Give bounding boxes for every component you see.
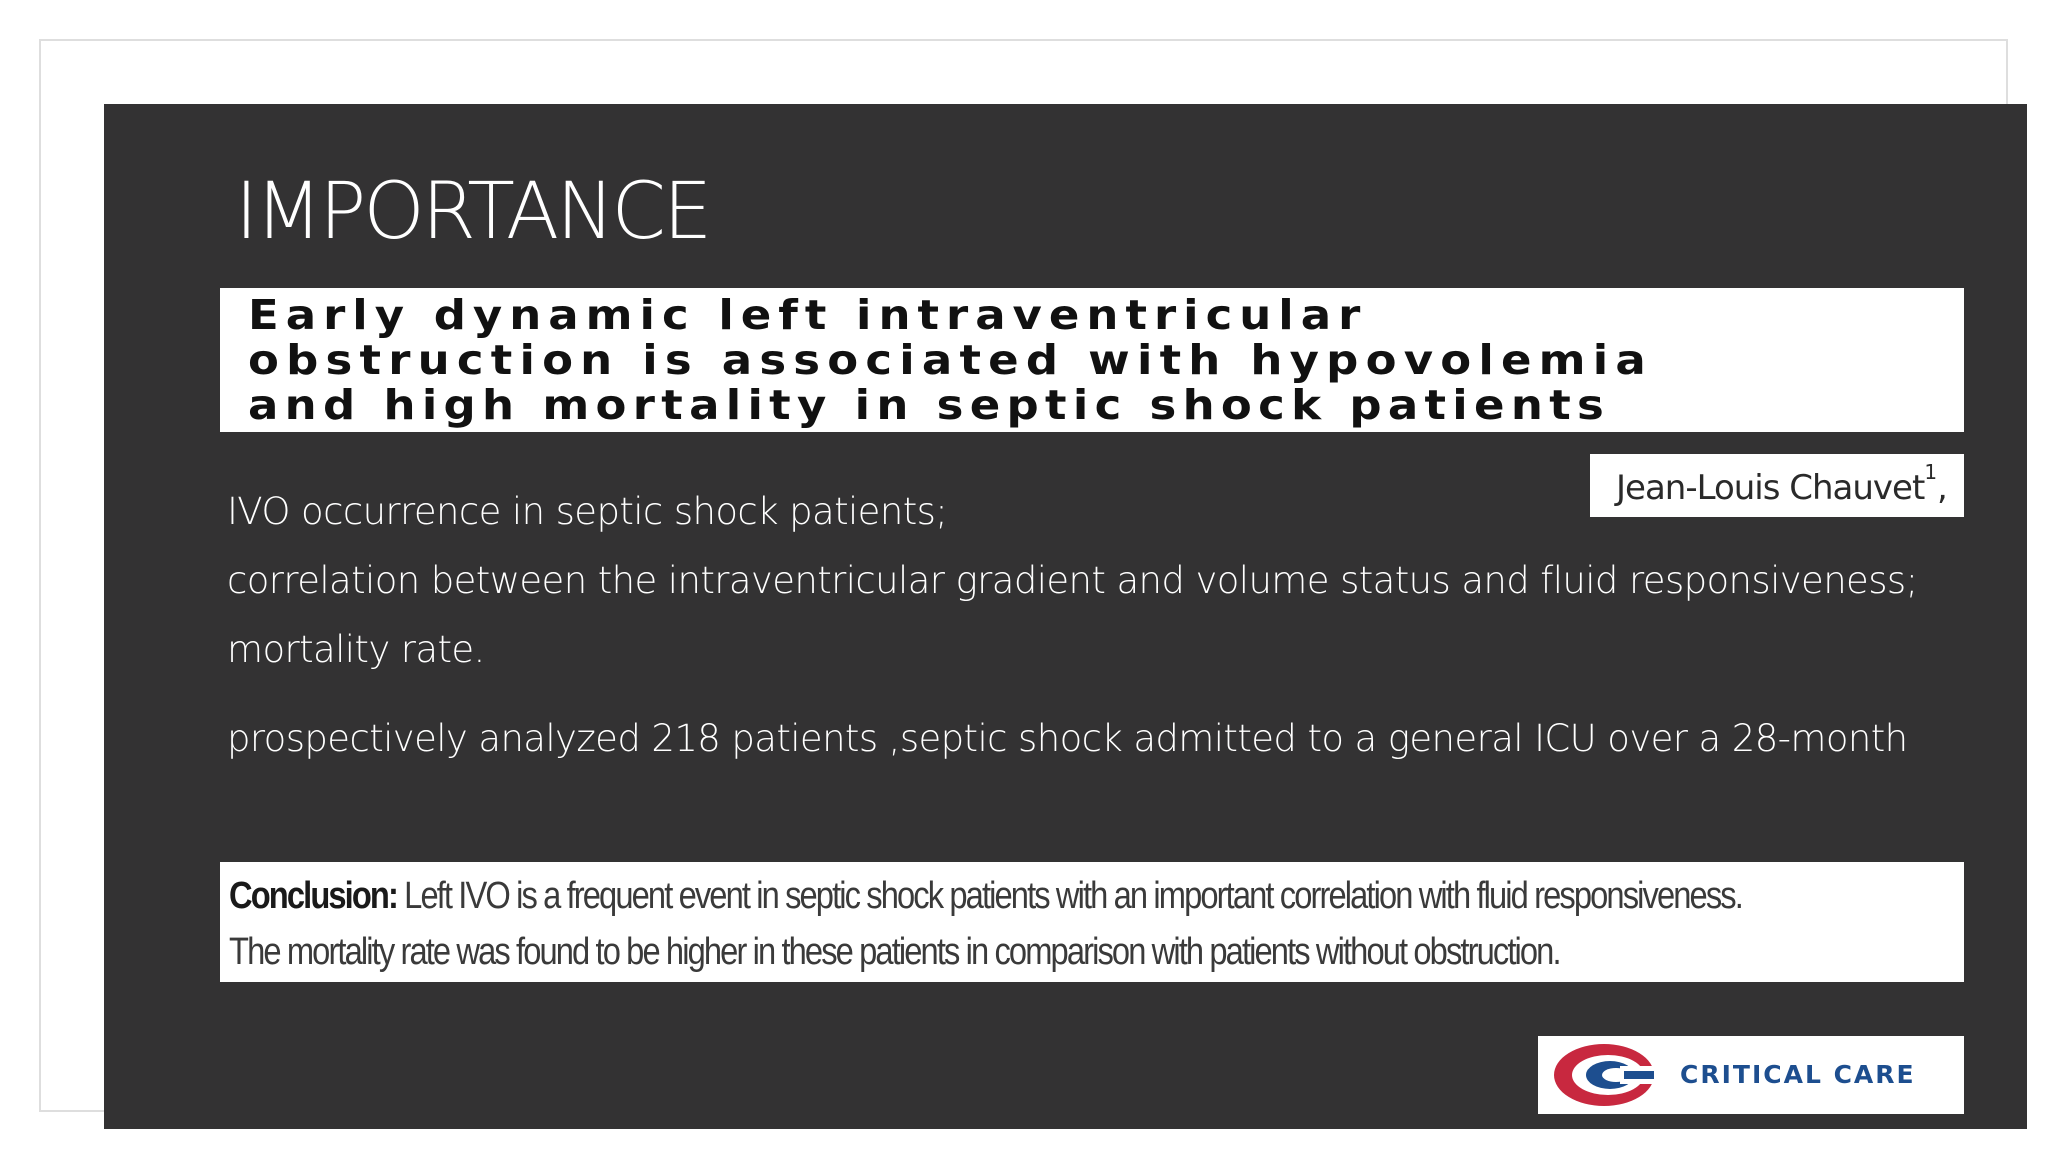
conclusion-line — [229, 868, 1742, 924]
critical-care-logo-icon — [1548, 1040, 1660, 1110]
paper-title-line: Early dynamic left intraventricular — [248, 290, 1368, 340]
slide-title: IMPORTANCE — [235, 167, 710, 257]
body-bullet: mortality rate. — [227, 628, 485, 671]
conclusion-line: The mortality rate was found to be higher in these patients in comparison with patients without obstruction. — [229, 931, 1560, 973]
body-bullet: correlation between the intraventricular gradient and volume status and fluid responsiveness; — [227, 559, 1918, 602]
author-comma: , — [1937, 468, 1948, 508]
paper-title-line: obstruction is associated with hypovolemia — [248, 335, 1653, 385]
conclusion-text: Left IVO is a frequent event in septic shock patients with an important correlation with fluid responsiveness. — [396, 875, 1742, 917]
author-superscript: 1 — [1924, 460, 1938, 484]
body-bullet: prospectively analyzed 218 patients ,septic shock admitted to a general ICU over a 28-month — [227, 717, 1908, 760]
critical-care-logo-text: CRITICAL CARE — [1680, 1060, 1916, 1089]
conclusion-label: Conclusion: — [229, 875, 397, 917]
slide — [104, 104, 2027, 1129]
slide-frame — [39, 39, 2008, 1112]
author-name: Jean-Louis Chauvet — [1616, 468, 1925, 508]
paper-title-line: and high mortality in septic shock patients — [248, 380, 1611, 430]
critical-care-logo — [1538, 1036, 1964, 1114]
conclusion-image — [220, 862, 1964, 982]
paper-title-image — [220, 288, 1964, 432]
body-bullet: IVO occurrence in septic shock patients; — [227, 490, 948, 533]
author-image — [1590, 454, 1964, 517]
